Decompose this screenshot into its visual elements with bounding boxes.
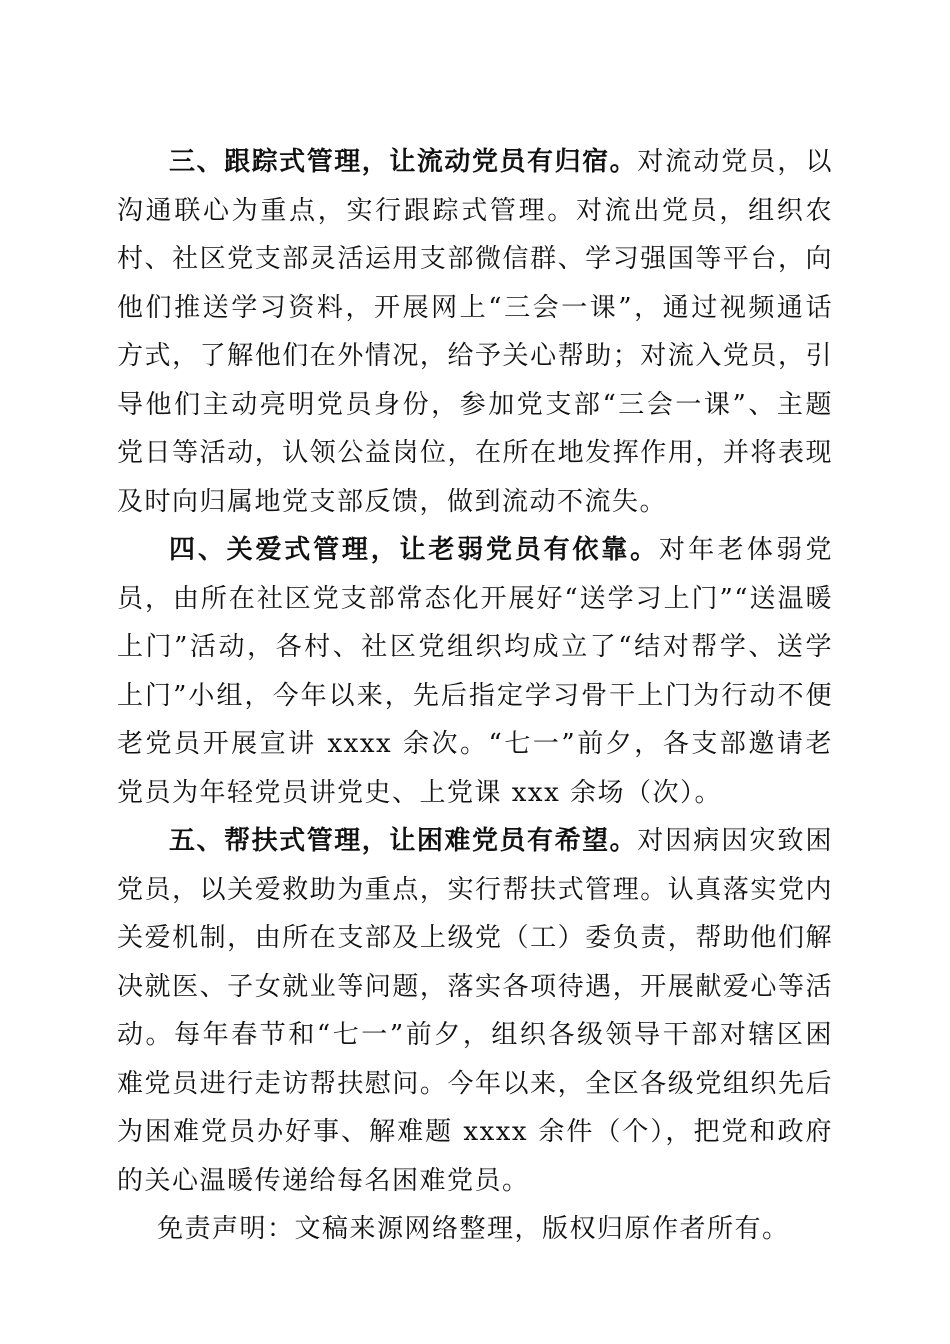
section-body-5: 对因病因灾致困党员，以关爱救助为重点，实行帮扶式管理。认真落实党内关爱机制，由所在支部及上级党（工）委负责，帮助他们解决就医、子女就业等问题，落实各项待遇，开展献爱心等活动。每年春节和“七一”前夕，组织各级领导干部对辖区困难党员进行走访帮扶慰问。今年以来，全区各级党组织先后为困难党员办好事、解难题 xxxx 余件（个），把党和政府的关心温暖传递给每名困难党员。 (117, 826, 833, 1196)
document-page (117, 138, 833, 1254)
section-paragraph-4 (117, 526, 833, 817)
section-heading-3: 三、跟踪式管理，让流动党员有归宿。 (169, 147, 638, 177)
section-heading-5: 五、帮扶式管理，让困难党员有希望。 (169, 826, 638, 856)
section-paragraph-5 (117, 817, 833, 1205)
disclaimer-text: 免责声明：文稿来源网络整理，版权归原作者所有。 (157, 1214, 790, 1244)
section-paragraph-3 (117, 138, 833, 526)
section-body-4: 对年老体弱党员，由所在社区党支部常态化开展好“送学习上门”“送温暖上门”活动，各村、社区党组织均成立了“结对帮学、送学上门”小组，今年以来，先后指定学习骨干上门为行动不便老党员开展宣讲 xxxx 余次。“七一”前夕，各支部邀请老党员为年轻党员讲党史、上党课 xxx 余场（次）。 (117, 535, 833, 808)
section-body-3: 对流动党员，以沟通联心为重点，实行跟踪式管理。对流出党员，组织农村、社区党支部灵活运用支部微信群、学习强国等平台，向他们推送学习资料，开展网上“三会一课”，通过视频通话方式，了解他们在外情况，给予关心帮助；对流入党员，引导他们主动亮明党员身份，参加党支部“三会一课”、主题党日等活动，认领公益岗位，在所在地发挥作用，并将表现及时向归属地党支部反馈，做到流动不流失。 (117, 147, 833, 517)
section-heading-4: 四、关爱式管理，让老弱党员有依靠。 (169, 535, 659, 565)
